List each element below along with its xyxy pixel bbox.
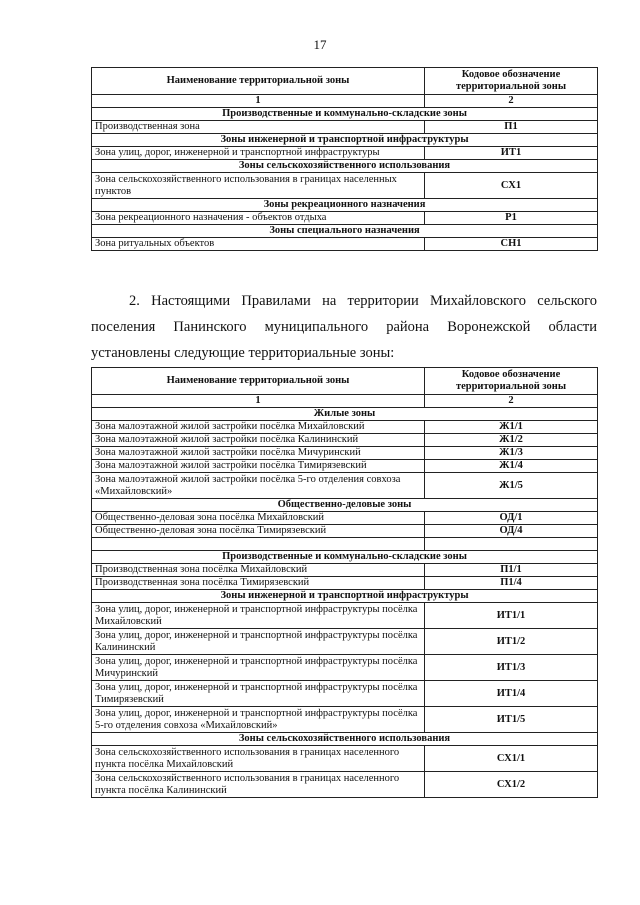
header-zone-name: Наименование территориальной зоны [92, 68, 425, 95]
header-zone-name: Наименование территориальной зоны [92, 368, 425, 395]
column-number-2: 2 [425, 395, 598, 408]
zone-code: ИТ1/2 [425, 629, 598, 655]
header-zone-code: Кодовое обозначение территориальной зоны [425, 368, 598, 395]
table-row [92, 629, 598, 655]
section-title: Зоны специального назначения [92, 225, 598, 238]
zone-name: Зона улиц, дорог, инженерной и транспортной инфраструктуры [92, 147, 425, 160]
section-title: Зоны рекреационного назначения [92, 199, 598, 212]
table-row [92, 473, 598, 499]
section-row [92, 108, 598, 121]
column-number-row [92, 95, 598, 108]
zone-code: ОД/1 [425, 512, 598, 525]
zone-name: Зона сельскохозяйственного использования в границах населенного пункта посёлка Михайловский [92, 746, 425, 772]
table-row [92, 525, 598, 538]
zone-code: Ж1/2 [425, 434, 598, 447]
zone-code: ИТ1/1 [425, 603, 598, 629]
zone-code: П1 [425, 121, 598, 134]
section-title: Производственные и коммунально-складские зоны [92, 551, 598, 564]
zone-name: Зона малоэтажной жилой застройки посёлка Михайловский [92, 421, 425, 434]
table-row [92, 212, 598, 225]
table-row [92, 577, 598, 590]
zone-code: ОД/4 [425, 525, 598, 538]
table-row [92, 603, 598, 629]
zone-name: Зона малоэтажной жилой застройки посёлка Калининский [92, 434, 425, 447]
zone-name: Зона рекреационного назначения - объектов отдыха [92, 212, 425, 225]
zone-code: Ж1/1 [425, 421, 598, 434]
table-row [92, 460, 598, 473]
section-title: Зоны сельскохозяйственного использования [92, 733, 598, 746]
table-row [92, 421, 598, 434]
zone-name: Зона ритуальных объектов [92, 238, 425, 251]
table-row [92, 564, 598, 577]
section-row [92, 499, 598, 512]
zone-name: Зона улиц, дорог, инженерной и транспортной инфраструктуры посёлка 5-го отделения совхоза «Михайловский» [92, 707, 425, 733]
section-row [92, 225, 598, 238]
zone-name: Общественно-деловая зона посёлка Тимирязевский [92, 525, 425, 538]
column-number-2: 2 [425, 95, 598, 108]
zone-name: Производственная зона посёлка Михайловский [92, 564, 425, 577]
zone-code: ИТ1 [425, 147, 598, 160]
zone-code: Р1 [425, 212, 598, 225]
zones-table-2 [91, 367, 598, 798]
zone-name: Зона улиц, дорог, инженерной и транспортной инфраструктуры посёлка Калининский [92, 629, 425, 655]
zone-code: Ж1/3 [425, 447, 598, 460]
section-row [92, 408, 598, 421]
zone-code: СН1 [425, 238, 598, 251]
empty-cell [92, 538, 425, 551]
section-row [92, 160, 598, 173]
empty-cell [425, 538, 598, 551]
section-title: Зоны инженерной и транспортной инфраструктуры [92, 134, 598, 147]
empty-row [92, 538, 598, 551]
table-row [92, 147, 598, 160]
section-title: Общественно-деловые зоны [92, 499, 598, 512]
table-row [92, 746, 598, 772]
zone-code: Ж1/4 [425, 460, 598, 473]
zone-code: ИТ1/5 [425, 707, 598, 733]
zone-name: Зона сельскохозяйственного использования в границах населенного пункта посёлка Калининский [92, 772, 425, 798]
zone-code: СХ1 [425, 173, 598, 199]
table-row [92, 512, 598, 525]
section-title: Жилые зоны [92, 408, 598, 421]
table-row [92, 238, 598, 251]
column-number-1: 1 [92, 95, 425, 108]
table-row [92, 655, 598, 681]
header-row [92, 68, 598, 95]
header-row [92, 368, 598, 395]
zone-name: Зона улиц, дорог, инженерной и транспортной инфраструктуры посёлка Мичуринский [92, 655, 425, 681]
zones-table-1 [91, 67, 598, 251]
table-row [92, 121, 598, 134]
zone-name: Зона улиц, дорог, инженерной и транспортной инфраструктуры посёлка Михайловский [92, 603, 425, 629]
table-row [92, 173, 598, 199]
header-zone-code: Кодовое обозначение территориальной зоны [425, 68, 598, 95]
section-row [92, 590, 598, 603]
zone-name: Производственная зона посёлка Тимирязевский [92, 577, 425, 590]
zone-code: ИТ1/4 [425, 681, 598, 707]
section-row [92, 733, 598, 746]
zone-name: Зона малоэтажной жилой застройки посёлка Мичуринский [92, 447, 425, 460]
section-title: Зоны инженерной и транспортной инфраструктуры [92, 590, 598, 603]
section-title: Производственные и коммунально-складские зоны [92, 108, 598, 121]
section-row [92, 551, 598, 564]
zone-code: СХ1/1 [425, 746, 598, 772]
section-row [92, 134, 598, 147]
zone-name: Общественно-деловая зона посёлка Михайловский [92, 512, 425, 525]
zone-code: СХ1/2 [425, 772, 598, 798]
zone-name: Зона малоэтажной жилой застройки посёлка 5-го отделения совхоза «Михайловский» [92, 473, 425, 499]
column-number-1: 1 [92, 395, 425, 408]
page-number: 17 [313, 37, 327, 52]
zone-code: Ж1/5 [425, 473, 598, 499]
table-row [92, 707, 598, 733]
column-number-row [92, 395, 598, 408]
zone-name: Зона сельскохозяйственного использования в границах населенных пунктов [92, 173, 425, 199]
zone-code: ИТ1/3 [425, 655, 598, 681]
intro-paragraph [91, 288, 597, 366]
zone-name: Зона улиц, дорог, инженерной и транспортной инфраструктуры посёлка Тимирязевский [92, 681, 425, 707]
section-row [92, 199, 598, 212]
table-row [92, 681, 598, 707]
table-row [92, 447, 598, 460]
intro-text: 2. Настоящими Правилами на территории Михайловского сельского поселения Панинского муниципального района Воронежской области установлены следующие территориальные зоны: [91, 293, 597, 361]
table-row [92, 772, 598, 798]
zone-code: П1/4 [425, 577, 598, 590]
section-title: Зоны сельскохозяйственного использования [92, 160, 598, 173]
zone-name: Зона малоэтажной жилой застройки посёлка Тимирязевский [92, 460, 425, 473]
table-row [92, 434, 598, 447]
zone-name: Производственная зона [92, 121, 425, 134]
zone-code: П1/1 [425, 564, 598, 577]
